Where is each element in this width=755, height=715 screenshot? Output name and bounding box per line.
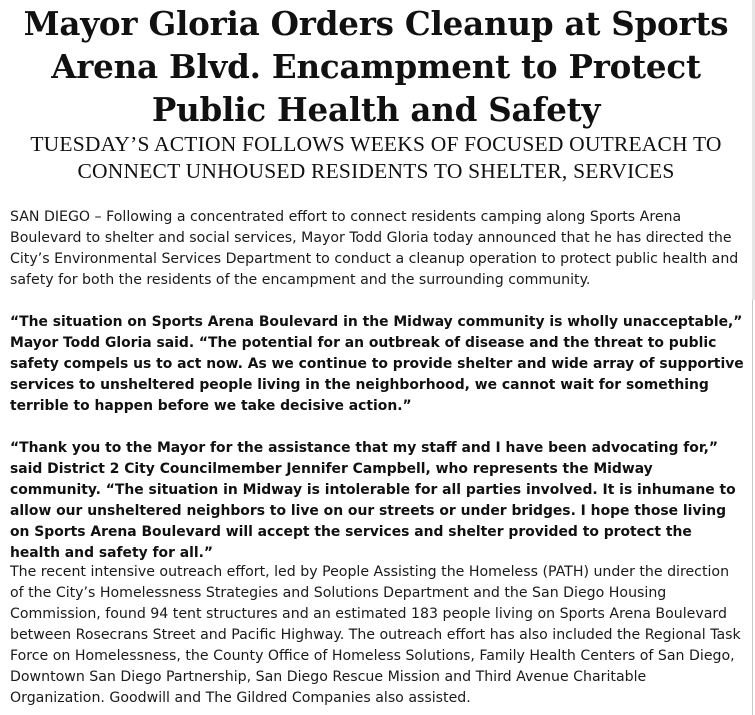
headline: Mayor Gloria Orders Cleanup at Sports Arena Blvd. Encampment to Protect Public Health and Safety xyxy=(23,4,729,129)
subheadline: TUESDAY’S ACTION FOLLOWS WEEKS OF FOCUSED OUTREACH TO CONNECT UNHOUSED RESIDENTS TO SHELTER, SERVICES xyxy=(30,132,722,183)
outreach-paragraph: The recent intensive outreach effort, led by People Assisting the Homeless (PATH) under the direction of the City’s Homelessness Strategies and Solutions Department and the San Diego Housing Commission, found 94 tent structures and an estimated 183 people living on Sports Arena Boulevard between Rosecrans Street and Pacific Highway. The outreach effort has also included the Regional Task Force on Homelessness, the County Office of Homeless Solutions, Family Health Centers of San Diego, Downtown San Diego Partnership, San Diego Rescue Mission and Third Avenue Charitable Organization. Goodwill and The Gildred Companies also assisted. xyxy=(10,564,741,706)
mayor-quote-paragraph: “The situation on Sports Arena Boulevard in the Midway community is wholly unacceptable,” Mayor Todd Gloria said. “The potential for an outbreak of disease and the threat to public safety compels us to act now. As we continue to provide shelter and wide array of supportive services to unsheltered people living in the neighborhood, we cannot wait for something terrible to happen before we take decisive action.” xyxy=(10,314,744,414)
councilmember-quote-paragraph: “Thank you to the Mayor for the assistance that my staff and I have been advocating for,” said District 2 City Councilmember Jennifer Campbell, who represents the Midway community. “The situation in Midway is intolerable for all parties involved. It is inhumane to allow our unsheltered neighbors to live on our streets or under bridges. I hope those living on Sports Arena Boulevard will accept the services and shelter provided to protect the health and safety for all.” xyxy=(10,440,736,561)
intro-paragraph: SAN DIEGO – Following a concentrated effort to connect residents camping along Sports Arena Boulevard to shelter and social services, Mayor Todd Gloria today announced that he has directed the City’s Environmental Services Department to conduct a cleanup operation to protect public health and safety for both the residents of the encampment and the surrounding community. xyxy=(10,209,739,288)
